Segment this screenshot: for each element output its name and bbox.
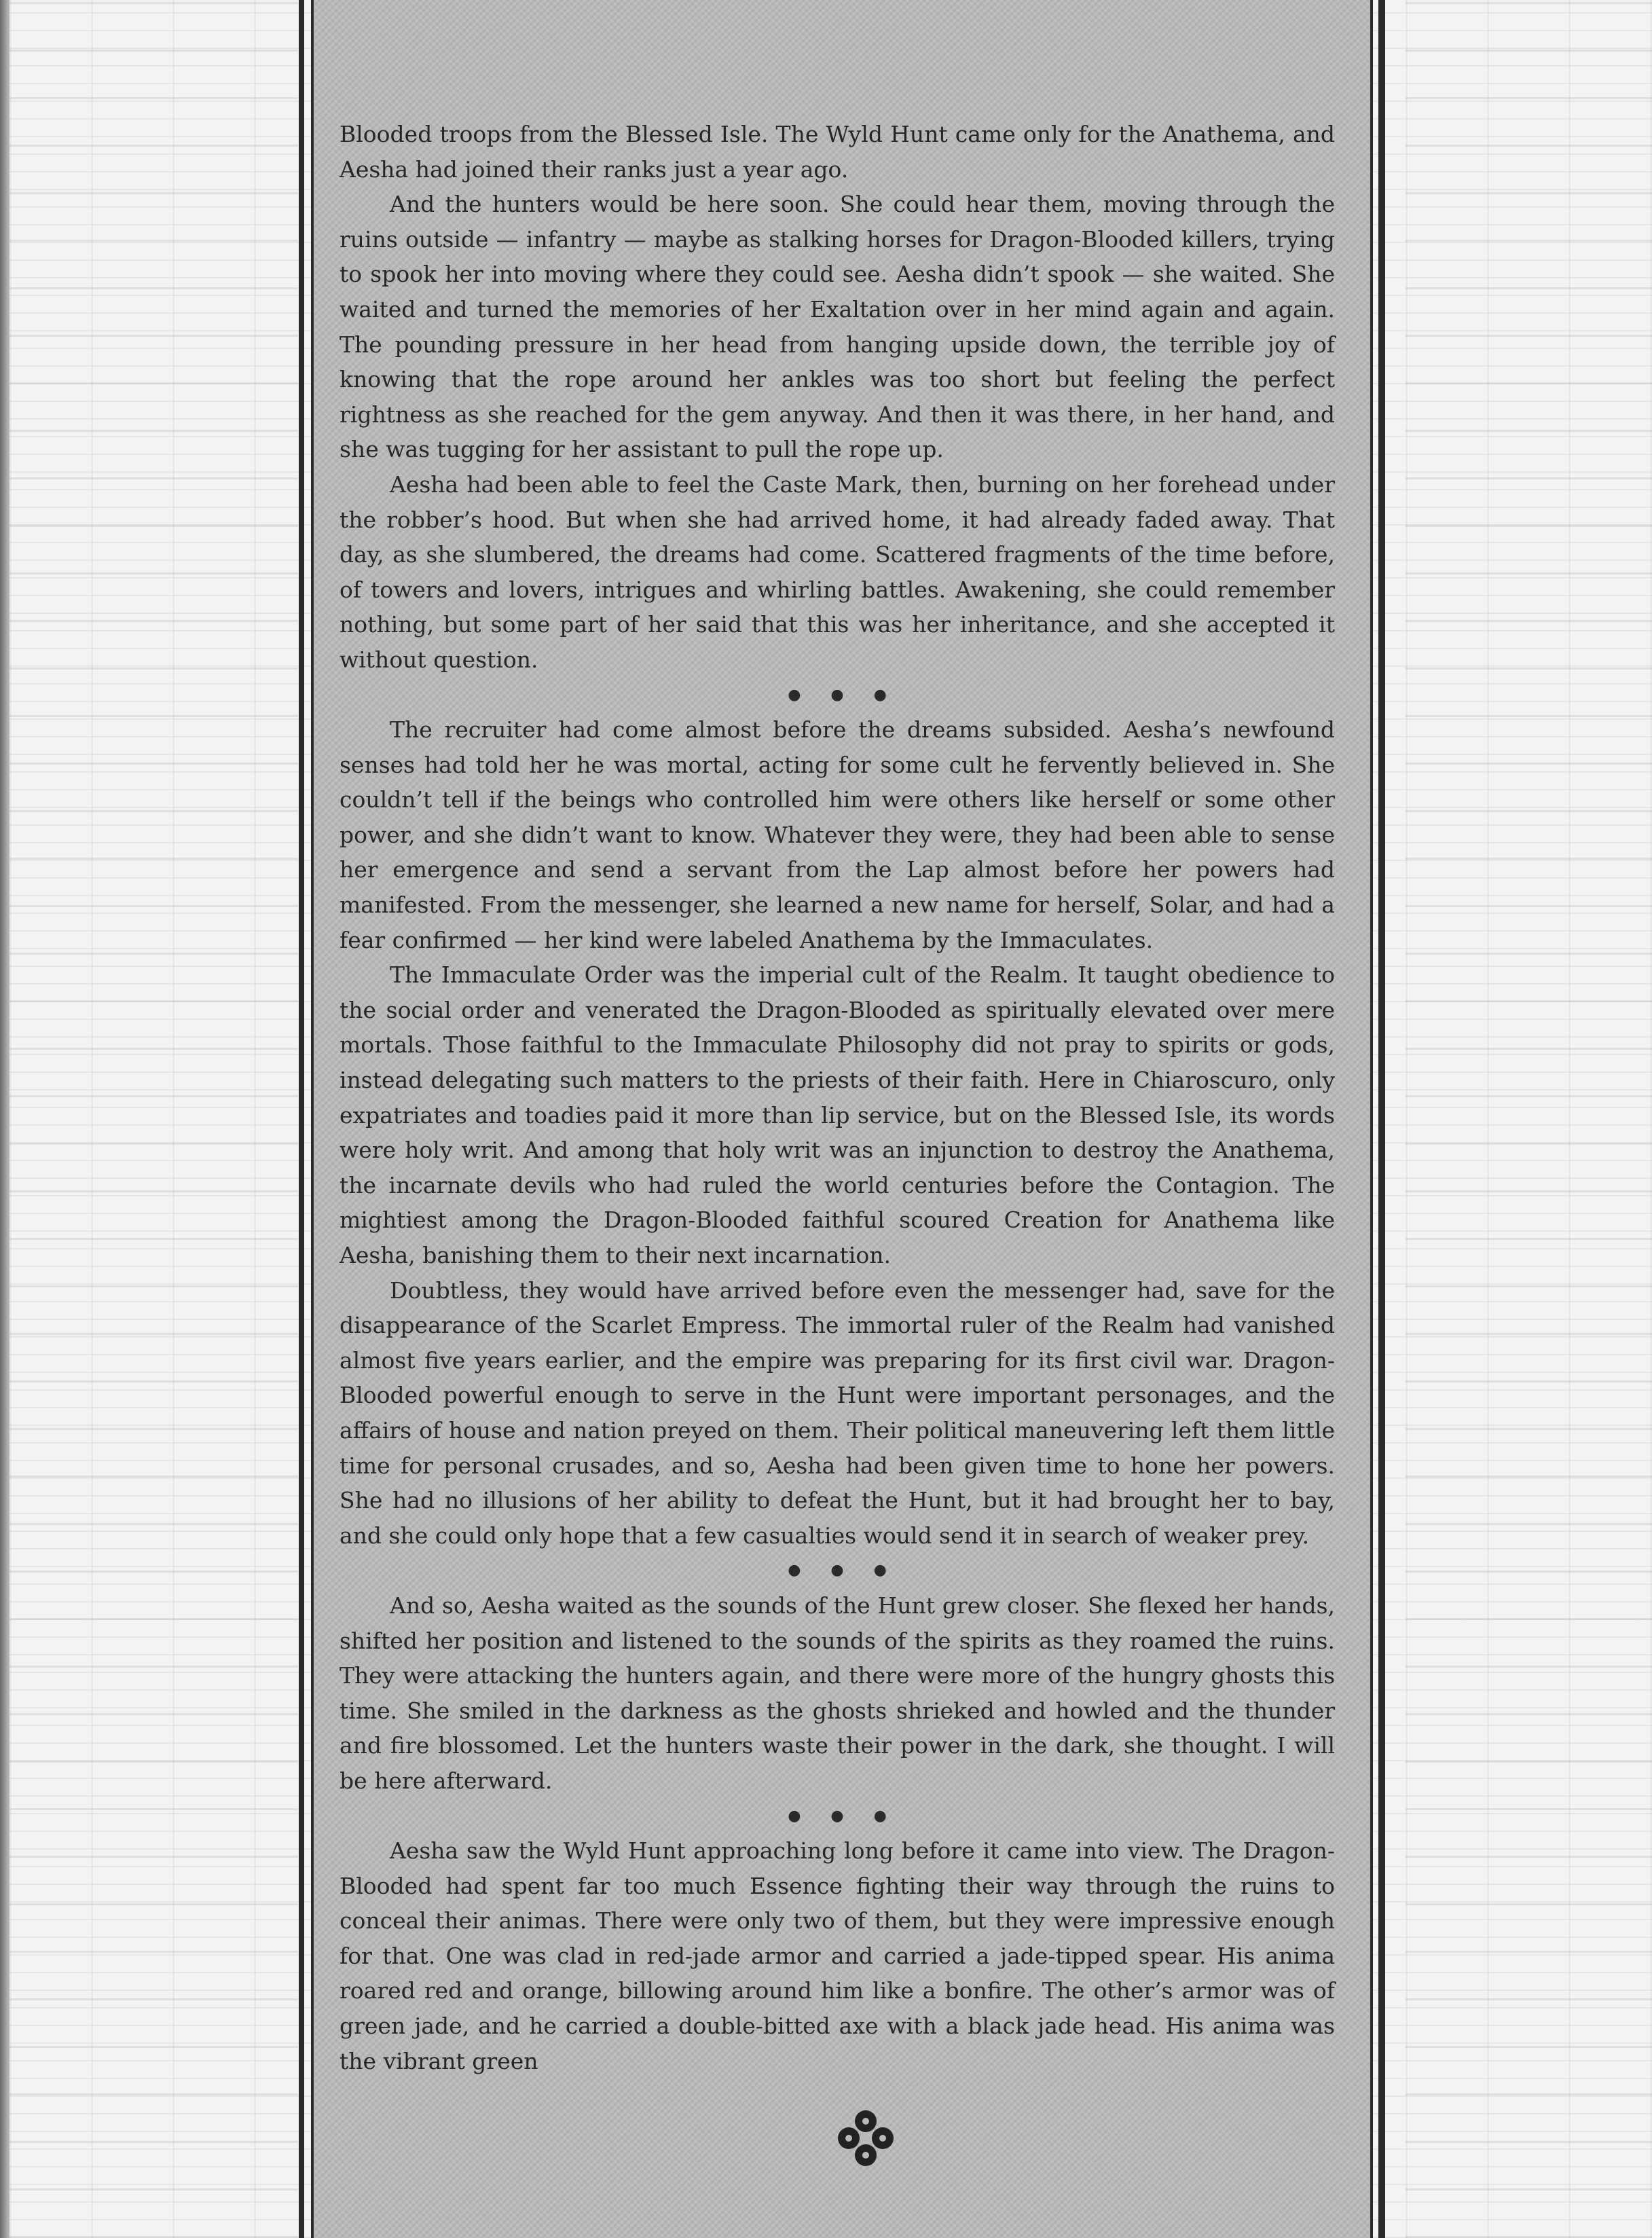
scan-edge-shadow bbox=[0, 0, 10, 2238]
divider-dot: ● bbox=[873, 1807, 887, 1824]
body-text bbox=[339, 117, 1335, 2078]
paragraph: Aesha saw the Wyld Hunt approaching long before it came into view. The Dragon-Blooded had spent far too much Essence fighting their way through the ruins to conceal their animas. There were only two of them, but they were impressive enough for that. One was clad in red-jade armor and carried a jade-tipped spear. His anima roared red and orange, billowing around him like a bonfire. The other’s armor was of green jade, and he carried a double-bitted axe with a black jade head. His anima was the vibrant green bbox=[339, 1837, 1335, 2074]
left-border-bar-inner bbox=[311, 0, 314, 2238]
right-border-bar-outer bbox=[1378, 0, 1385, 2238]
divider-dot: ● bbox=[873, 1562, 887, 1579]
paragraph: And so, Aesha waited as the sounds of the Hunt grew closer. She flexed her hands, shifted her position and listened to the sounds of the spirits as they roamed the ruins. They were attacking the hunters again, and there were more of the hungry ghosts this time. She smiled in the darkness as the ghosts shrieked and howled and the thunder and fire blossomed. Let the hunters waste their power in the dark, she thought. I will be here afterward. bbox=[339, 1592, 1335, 1794]
divider-dot: ● bbox=[830, 686, 844, 703]
paragraph: Doubtless, they would have arrived before even the messenger had, save for the disappearance of the Scarlet Empress. The immortal ruler of the Realm had vanished almost five years earlier, and the empire was preparing for its first civil war. Dragon-Blooded powerful enough to serve in the Hunt were important personages, and the affairs of house and nation preyed on them. Their political maneuvering left them little time for personal crusades, and so, Aesha had been given time to hone her powers. She had no illusions of her ability to defeat the Hunt, but it had brought her to bay, and she could only hope that a few casualties would send it in search of weaker prey. bbox=[339, 1277, 1335, 1549]
section-divider bbox=[339, 678, 1335, 713]
left-margin-texture bbox=[10, 0, 298, 2238]
divider-dot: ● bbox=[830, 1807, 844, 1824]
right-margin-texture bbox=[1406, 0, 1652, 2238]
paragraph: Aesha had been able to feel the Caste Mark, then, burning on her forehead under the robber’s hood. But when she had arrived home, it had already faded away. That day, as she slumbered, the dreams had come. Scattered fragments of the time before, of towers and lovers, intrigues and whirling battles. Awakening, she could remember nothing, but some part of her said that this was her inheritance, and she accepted it without question. bbox=[339, 471, 1335, 673]
paragraph: Blooded troops from the Blessed Isle. The Wyld Hunt came only for the Anathema, and Aesha had joined their ranks just a year ago. bbox=[339, 121, 1335, 183]
right-border-bar-inner bbox=[1370, 0, 1373, 2238]
left-border-bar-outer bbox=[299, 0, 304, 2238]
paragraph: The Immaculate Order was the imperial cult of the Realm. It taught obedience to the social order and venerated the Dragon-Blooded as spiritually elevated over mere mortals. Those faithful to the Immaculate Philosophy did not pray to spirits or gods, instead delegating such matters to the priests of their faith. Here in Chiaroscuro, only expatriates and toadies paid it more than lip service, but on the Blessed Isle, its words were holy writ. And among that holy writ was an injunction to destroy the Anathema, the incarnate devils who had ruled the world centuries before the Contagion. The mightiest among the Dragon-Blooded faithful scoured Creation for Anathema like Aesha, banishing them to their next incarnation. bbox=[339, 961, 1335, 1268]
divider-dot: ● bbox=[788, 1562, 801, 1579]
section-divider bbox=[339, 1553, 1335, 1588]
divider-dot: ● bbox=[873, 686, 887, 703]
paragraph: And the hunters would be here soon. She could hear them, moving through the ruins outside — infantry — maybe as stalking horses for Dragon-Blooded killers, trying to spook her into moving where they could see. Aesha didn’t spook — she waited. She waited and turned the memories of her Exaltation over in her mind again and again. The pounding pressure in her head from hanging upside down, the terrible joy of knowing that the rope around her ankles was too short but feeling the perfect rightness as she reached for the gem anyway. And then it was there, in her hand, and she was tugging for her assistant to pull the rope up. bbox=[339, 191, 1335, 463]
divider-dot: ● bbox=[788, 1807, 801, 1824]
divider-dot: ● bbox=[788, 686, 801, 703]
paragraph: The recruiter had come almost before the dreams subsided. Aesha’s newfound senses had told her he was mortal, acting for some cult he fervently believed in. She couldn’t tell if the beings who controlled him were others like herself or some other power, and she didn’t want to know. Whatever they were, they had been able to sense her emergence and send a servant from the Lap almost before her powers had manifested. From the messenger, she learned a new name for herself, Solar, and had a fear confirmed — her kind were labeled Anathema by the Immaculates. bbox=[339, 716, 1335, 953]
four-circle-knot-ornament-icon bbox=[837, 2109, 895, 2167]
divider-dot: ● bbox=[830, 1562, 844, 1579]
section-divider bbox=[339, 1799, 1335, 1834]
